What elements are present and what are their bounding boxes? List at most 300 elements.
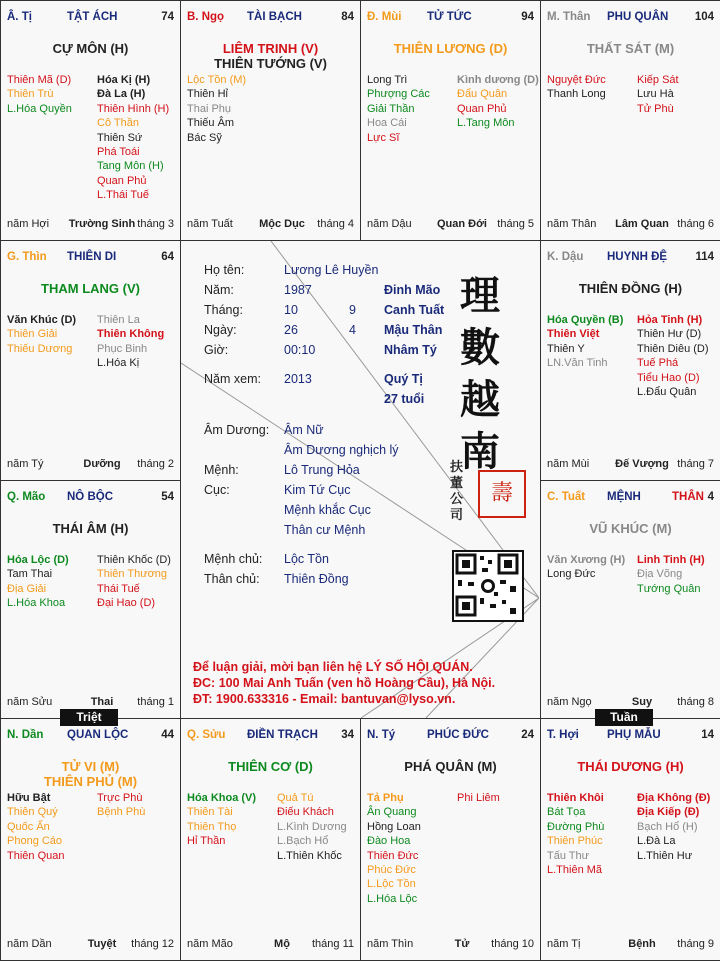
main-star: THIÊN TƯỚNG (V) xyxy=(214,56,327,71)
minor-star: Văn Khúc (D) xyxy=(7,314,77,326)
palace-number: 74 xyxy=(161,11,174,23)
palace-footer xyxy=(547,696,714,710)
star-column xyxy=(97,791,145,820)
minor-star: Đường Phù xyxy=(547,820,605,833)
minor-star: Long Đức xyxy=(547,568,596,581)
star-column xyxy=(7,73,72,116)
seal-stamp: 壽 xyxy=(478,470,526,518)
minor-star: Thiên Khôi xyxy=(547,792,604,804)
minor-star: Quốc Ấn xyxy=(7,820,50,833)
info-value: Lô Trung Hỏa xyxy=(284,463,360,477)
palace-footer xyxy=(7,458,174,472)
logo-side-text: 扶董公司 xyxy=(450,460,464,523)
minor-star: Phi Liêm xyxy=(457,792,500,804)
minor-star: Cô Thần xyxy=(97,117,139,130)
info-value: Lộc Tồn xyxy=(284,552,329,566)
info-value: Thân cư Mệnh xyxy=(284,523,366,537)
minor-star: Điếu Khách xyxy=(277,806,334,819)
minor-star: Hóa Kị (H) xyxy=(97,74,151,86)
palace-name: ĐIỀN TRẠCH xyxy=(247,729,318,741)
palace-tuat[interactable] xyxy=(540,480,720,719)
minor-star: Đại Hao (D) xyxy=(97,597,156,610)
main-stars xyxy=(541,281,720,296)
minor-star: Phúc Đức xyxy=(367,864,416,877)
info-value: 10 xyxy=(284,303,298,317)
palace-ty[interactable] xyxy=(0,0,181,241)
life-stage: Đế Vượng xyxy=(615,458,669,470)
palace-footer xyxy=(187,938,354,952)
minor-star: Tuế Phá xyxy=(637,357,679,370)
life-stage: Mộ xyxy=(274,938,290,950)
palace-number: 104 xyxy=(694,11,714,23)
main-star: THIÊN CƠ (D) xyxy=(228,759,313,774)
minor-star: Thiên Việt xyxy=(547,328,600,341)
minor-star: Phục Binh xyxy=(97,342,148,355)
minor-star: L.Tang Môn xyxy=(457,117,515,130)
minor-star: Địa Không (Đ) xyxy=(637,792,711,804)
palace-suu[interactable] xyxy=(180,718,361,961)
palace-name-secondary: THÂN xyxy=(672,491,704,503)
info-label: Ngày: xyxy=(204,323,237,337)
palace-header xyxy=(7,11,174,27)
minor-star: Thiên Y xyxy=(547,342,585,355)
palace-month: tháng 2 xyxy=(137,458,174,470)
logo-char: 數 xyxy=(460,324,500,371)
palace-year: năm Dần xyxy=(7,938,52,950)
minor-star: Thiên Thọ xyxy=(187,820,237,833)
palace-header xyxy=(367,11,534,27)
palace-footer xyxy=(367,938,534,952)
palace-month: tháng 9 xyxy=(677,938,714,950)
palace-name: PHỤ MẪU xyxy=(607,729,661,741)
palace-position: Q. Sửu xyxy=(187,729,226,741)
info-value: 1987 xyxy=(284,283,312,297)
minor-star: L.Hóa Khoa xyxy=(7,597,66,610)
palace-number: 34 xyxy=(341,729,354,741)
life-stage: Tử xyxy=(454,938,470,950)
star-column xyxy=(187,791,256,849)
palace-position: M. Thân xyxy=(547,11,591,23)
palace-year: năm Thìn xyxy=(367,938,414,950)
palace-month: tháng 5 xyxy=(497,218,534,230)
minor-star: Lực Sĩ xyxy=(367,131,400,144)
palace-year: năm Tý xyxy=(7,458,44,470)
main-stars xyxy=(361,41,540,56)
info-label: Mệnh chủ: xyxy=(204,552,263,566)
star-column xyxy=(547,313,623,371)
minor-star: Lộc Tồn (M) xyxy=(187,74,247,86)
palace-mao[interactable] xyxy=(0,480,181,719)
contact-line-2: ĐC: 100 Mai Anh Tuấn (ven hồ Hoàng Cầu), Hà Nội. xyxy=(193,676,496,690)
info-row xyxy=(204,523,534,541)
lyso-logo xyxy=(440,270,520,478)
qr-pattern xyxy=(454,552,522,620)
minor-star: Thai Phụ xyxy=(187,102,232,115)
minor-star: Ân Quang xyxy=(367,806,417,819)
palace-footer xyxy=(7,696,174,710)
star-column xyxy=(367,73,430,145)
palace-header xyxy=(547,729,714,745)
palace-ngo[interactable] xyxy=(180,0,361,241)
life-stage: Suy xyxy=(631,696,653,708)
palace-year: năm Tị xyxy=(547,938,581,950)
life-stage: Trường Sinh xyxy=(68,218,136,230)
life-stage: Mộc Dục xyxy=(259,218,305,230)
star-column xyxy=(7,791,64,863)
palace-month: tháng 3 xyxy=(137,218,174,230)
star-column xyxy=(547,553,625,582)
star-column xyxy=(187,73,246,145)
minor-star: Hoa Cái xyxy=(367,117,407,130)
palace-month: tháng 7 xyxy=(677,458,714,470)
minor-star: Thiên Trù xyxy=(7,88,54,101)
minor-star: L.Lộc Tồn xyxy=(367,878,416,891)
minor-star: L.Hóa Kị xyxy=(97,357,140,370)
palace-header xyxy=(547,491,714,507)
palace-number: 24 xyxy=(521,729,534,741)
minor-star: Linh Tinh (H) xyxy=(637,554,705,566)
main-stars xyxy=(1,281,180,296)
life-stage: Quan Đới xyxy=(437,218,487,230)
main-stars xyxy=(1,759,180,789)
minor-star: Thiếu Dương xyxy=(7,342,73,355)
minor-star: Quan Phủ xyxy=(457,102,507,115)
minor-star: Lưu Hà xyxy=(637,88,674,101)
info-value: 2013 xyxy=(284,372,312,386)
palace-month: tháng 1 xyxy=(137,696,174,708)
info-canchi: Mậu Thân xyxy=(384,323,443,337)
minor-star: Thanh Long xyxy=(547,88,606,101)
main-star: TỬ VI (M) xyxy=(61,759,120,774)
minor-star: Quả Tú xyxy=(277,792,314,804)
main-star: THẤT SÁT (M) xyxy=(586,41,675,56)
palace-header xyxy=(7,251,174,267)
palace-thin[interactable] xyxy=(0,240,181,481)
minor-star: Tử Phù xyxy=(637,102,674,115)
main-star: THIÊN PHỦ (M) xyxy=(43,774,138,789)
info-label: Âm Dương: xyxy=(204,423,270,437)
palace-month: tháng 11 xyxy=(311,938,354,950)
age-value: 27 tuổi xyxy=(384,392,425,406)
palace-number: 64 xyxy=(161,251,174,263)
palace-month: tháng 6 xyxy=(677,218,714,230)
minor-star: Thiên Hỉ xyxy=(187,88,228,101)
info-label: Năm xem: xyxy=(204,372,261,386)
palace-ty2[interactable] xyxy=(360,718,541,961)
palace-year: năm Dậu xyxy=(367,218,412,230)
palace-dan[interactable] xyxy=(0,718,181,961)
main-stars xyxy=(361,759,540,774)
palace-position: C. Tuất xyxy=(547,491,586,503)
palace-month: tháng 4 xyxy=(317,218,354,230)
minor-star: Tang Môn (H) xyxy=(97,160,164,173)
main-stars xyxy=(541,41,720,56)
palace-footer xyxy=(547,458,714,472)
minor-star: Thiên La xyxy=(97,314,140,326)
palace-header xyxy=(547,11,714,27)
minor-star: Thiên Thương xyxy=(97,568,168,581)
minor-star: Địa Kiếp (Đ) xyxy=(637,806,700,819)
info-label: Thân chủ: xyxy=(204,572,260,586)
minor-star: Phong Cáo xyxy=(7,835,63,848)
main-star: VŨ KHÚC (M) xyxy=(589,521,672,536)
life-stage: Thai xyxy=(90,696,114,708)
palace-number: 84 xyxy=(341,11,354,23)
info-value: Mệnh khắc Cục xyxy=(284,503,371,517)
palace-footer xyxy=(187,218,354,232)
palace-header xyxy=(187,729,354,745)
info-value: 00:10 xyxy=(284,343,316,357)
palace-month: tháng 10 xyxy=(491,938,534,950)
minor-star: L.Đẩu Quân xyxy=(637,386,697,399)
star-column xyxy=(97,73,169,203)
minor-star: Tấu Thư xyxy=(547,849,590,862)
minor-star: L.Hóa Lộc xyxy=(367,892,418,905)
palace-header xyxy=(187,11,354,27)
palace-footer xyxy=(547,218,714,232)
palace-than[interactable] xyxy=(540,0,720,241)
main-stars xyxy=(181,759,360,774)
info-canchi: Đinh Mão xyxy=(384,283,441,297)
main-stars xyxy=(541,521,720,536)
tuan-badge: Tuần xyxy=(595,709,653,726)
palace-name: HUYNH ĐỆ xyxy=(607,251,668,263)
palace-header xyxy=(7,729,174,745)
info-value: 26 xyxy=(284,323,298,337)
palace-header xyxy=(7,491,174,507)
palace-year: năm Mão xyxy=(187,938,233,950)
info-canchi: Nhâm Tý xyxy=(384,343,437,357)
life-stage: Lâm Quan xyxy=(615,218,669,230)
palace-footer xyxy=(547,938,714,952)
minor-star: Địa Võng xyxy=(637,568,683,581)
palace-name: MỆNH xyxy=(607,491,641,503)
info-label: Mệnh: xyxy=(204,463,239,477)
info-value: Thiên Đồng xyxy=(284,572,349,586)
minor-star: Thiên Phúc xyxy=(547,835,603,848)
minor-star: Hỏa Tinh (H) xyxy=(637,314,703,326)
minor-star: Bệnh Phù xyxy=(97,806,146,819)
minor-star: LN.Văn Tinh xyxy=(547,357,608,370)
info-value: Lương Lê Huyền xyxy=(284,263,379,277)
minor-star: Đào Hoa xyxy=(367,835,411,848)
info-lunar-value: 9 xyxy=(349,303,356,317)
minor-star: Long Trì xyxy=(367,74,408,86)
minor-star: Thiên Hình (H) xyxy=(97,102,170,115)
minor-star: Hỉ Thần xyxy=(187,835,226,848)
palace-name: PHU QUÂN xyxy=(607,11,669,23)
main-stars xyxy=(181,41,360,71)
star-column xyxy=(97,553,171,611)
palace-name: PHÚC ĐỨC xyxy=(427,729,489,741)
minor-star: Thiên Mã (D) xyxy=(7,74,72,86)
minor-star: L.Thiên Hư xyxy=(637,849,693,862)
minor-star: Nguyệt Đức xyxy=(547,74,606,86)
minor-star: Bạch Hổ (H) xyxy=(637,820,698,833)
palace-footer xyxy=(7,938,174,952)
palace-hoi[interactable] xyxy=(540,718,720,961)
info-canchi: Quý Tị xyxy=(384,372,423,386)
palace-name: TẬT ÁCH xyxy=(67,11,118,23)
main-star: THIÊN ĐỒNG (H) xyxy=(578,281,683,296)
minor-star: Tả Phụ xyxy=(367,792,404,804)
palace-position: G. Thìn xyxy=(7,251,47,263)
minor-star: L.Đà La xyxy=(637,835,676,848)
minor-star: Hóa Khoa (V) xyxy=(187,792,257,804)
palace-year: năm Sửu xyxy=(7,696,53,708)
palace-number: 4 xyxy=(707,491,714,503)
minor-star: Đà La (H) xyxy=(97,88,146,101)
minor-star: Phượng Các xyxy=(367,88,430,101)
minor-star: Thiên Đức xyxy=(367,849,419,862)
minor-star: Thiên Không xyxy=(97,328,165,341)
info-canchi: Canh Tuất xyxy=(384,303,445,317)
palace-number: 54 xyxy=(161,491,174,503)
info-label: Tháng: xyxy=(204,303,243,317)
palace-month: tháng 8 xyxy=(677,696,714,708)
minor-star: Quan Phủ xyxy=(97,174,147,187)
palace-name: TỬ TỨC xyxy=(427,11,472,23)
minor-star: Đẩu Quân xyxy=(457,88,508,101)
main-star: THIÊN LƯƠNG (D) xyxy=(393,41,508,56)
info-label: Cục: xyxy=(204,483,230,497)
minor-star: Thiên Quý xyxy=(7,806,58,819)
palace-footer xyxy=(7,218,174,232)
main-stars xyxy=(1,521,180,536)
palace-position: K. Dậu xyxy=(547,251,584,263)
palace-year: năm Tuất xyxy=(187,218,233,230)
palace-position: Â. Tị xyxy=(7,11,32,23)
info-value: Âm Dương nghịch lý xyxy=(284,443,399,457)
info-label: Giờ: xyxy=(204,343,229,357)
minor-star: Thiên Diêu (D) xyxy=(637,342,709,355)
logo-char: 南 xyxy=(460,428,500,475)
star-column xyxy=(637,313,709,399)
minor-star: Hóa Lộc (D) xyxy=(7,554,69,566)
minor-star: Hồng Loan xyxy=(367,820,421,833)
minor-star: Kình dương (D) xyxy=(457,74,539,86)
palace-year: năm Thân xyxy=(547,218,597,230)
minor-star: Thiên Quan xyxy=(7,849,65,862)
star-column xyxy=(547,791,604,877)
info-value: Kim Tứ Cục xyxy=(284,483,351,497)
minor-star: L.Thiên Khốc xyxy=(277,849,342,862)
life-stage: Tuyệt xyxy=(87,938,117,950)
minor-star: L.Hóa Quyền xyxy=(7,102,72,115)
info-lunar-value: 4 xyxy=(349,323,356,337)
palace-number: 114 xyxy=(695,251,714,263)
star-column xyxy=(457,73,539,131)
minor-star: Phá Toái xyxy=(97,146,140,159)
minor-star: Giải Thần xyxy=(367,102,415,115)
minor-star: Tam Thai xyxy=(7,568,53,581)
minor-star: Thiên Sứ xyxy=(97,131,143,144)
palace-year: năm Mùi xyxy=(547,458,590,470)
minor-star: Thái Tuế xyxy=(97,582,140,595)
palace-header xyxy=(367,729,534,745)
logo-char: 越 xyxy=(460,376,500,423)
palace-position: Q. Mão xyxy=(7,491,46,503)
palace-position: Đ. Mùi xyxy=(367,11,402,23)
palace-dau[interactable] xyxy=(540,240,720,481)
info-label: Năm: xyxy=(204,283,234,297)
palace-position: N. Dần xyxy=(7,729,44,741)
palace-name: QUAN LỘC xyxy=(67,729,129,741)
palace-name: THIÊN DI xyxy=(67,251,117,263)
minor-star: Thiên Giải xyxy=(7,328,58,341)
main-star: PHÁ QUÂN (M) xyxy=(404,759,497,774)
palace-position: B. Ngọ xyxy=(187,11,225,23)
logo-char: 理 xyxy=(460,272,500,319)
star-column xyxy=(547,73,606,102)
main-stars xyxy=(1,41,180,56)
life-stage: Dưỡng xyxy=(83,458,121,470)
triet-badge: Triệt xyxy=(60,709,118,726)
life-stage: Bệnh xyxy=(628,938,656,950)
minor-star: Bác Sỹ xyxy=(187,131,222,144)
qr-code[interactable] xyxy=(452,550,524,622)
minor-star: L.Bạch Hổ xyxy=(277,835,329,848)
palace-name: NÔ BỘC xyxy=(67,491,113,503)
minor-star: Thiên Tài xyxy=(187,806,233,819)
star-column xyxy=(457,791,500,805)
minor-star: Thiên Khốc (D) xyxy=(97,554,171,566)
minor-star: Thiên Hư (D) xyxy=(637,328,702,341)
minor-star: Kiếp Sát xyxy=(637,74,679,86)
palace-month: tháng 12 xyxy=(131,938,174,950)
palace-footer xyxy=(367,218,534,232)
minor-star: Tiểu Hao (D) xyxy=(637,371,700,384)
palace-mui[interactable] xyxy=(360,0,541,241)
star-column xyxy=(7,553,69,611)
minor-star: Tướng Quân xyxy=(637,582,701,595)
palace-position: T. Hợi xyxy=(547,729,579,741)
star-column xyxy=(97,313,164,371)
star-column xyxy=(637,553,705,596)
main-star: THÁI ÂM (H) xyxy=(52,521,129,536)
main-star: LIÊM TRINH (V) xyxy=(222,41,319,56)
star-column xyxy=(7,313,76,356)
palace-header xyxy=(547,251,714,267)
contact-line-1: Để luận giải, mời bạn liên hệ LÝ SỐ HỘI QUÁN. xyxy=(193,660,473,674)
minor-star: Trực Phù xyxy=(97,792,143,804)
info-value: Âm Nữ xyxy=(284,423,324,437)
palace-number: 94 xyxy=(521,11,534,23)
info-label: Họ tên: xyxy=(204,263,245,277)
minor-star: Bát Tọa xyxy=(547,806,586,819)
minor-star: L.Thiên Mã xyxy=(547,864,603,877)
palace-number: 14 xyxy=(701,729,714,741)
minor-star: Thiếu Âm xyxy=(187,117,235,130)
star-column xyxy=(637,791,710,863)
minor-star: Văn Xương (H) xyxy=(547,554,626,566)
palace-year: năm Hợi xyxy=(7,218,50,230)
main-star: THÁI DƯƠNG (H) xyxy=(577,759,684,774)
main-star: THAM LANG (V) xyxy=(41,281,140,296)
minor-star: L.Thái Tuế xyxy=(97,189,149,202)
star-column xyxy=(637,73,679,116)
minor-star: L.Kình Dương xyxy=(277,820,347,833)
contact-block xyxy=(193,659,495,707)
star-column xyxy=(277,791,347,863)
contact-line-3: ĐT: 1900.633316 - Email: bantuvan@lyso.vn. xyxy=(193,692,456,706)
minor-star: Hóa Quyền (B) xyxy=(547,314,624,326)
star-column xyxy=(367,791,421,906)
palace-number: 44 xyxy=(161,729,174,741)
main-star: CỰ MÔN (H) xyxy=(52,41,129,56)
minor-star: Hữu Bật xyxy=(7,792,51,804)
palace-name: TÀI BẠCH xyxy=(247,11,302,23)
